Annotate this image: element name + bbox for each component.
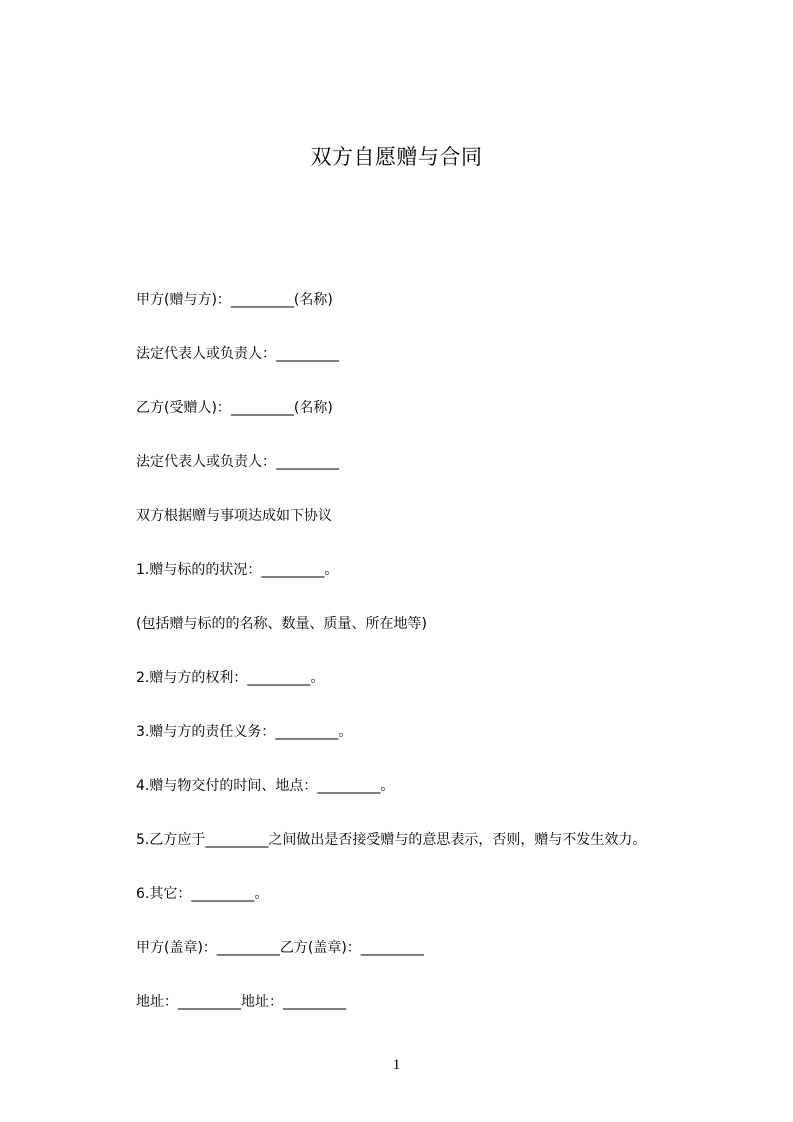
clause-1-note-line: (包括赠与标的的名称、数量、质量、所在地等)	[136, 616, 427, 632]
party-a-representative-line: 法定代表人或负责人：_________	[136, 346, 339, 362]
clause-1-line: 1.赠与标的的状况：_________。	[136, 562, 339, 578]
address-line: 地址：_________地址：_________	[136, 994, 346, 1010]
page-number: 1	[392, 1057, 401, 1073]
clause-3-line: 3.赠与方的责任义务：_________。	[136, 724, 353, 740]
seal-line: 甲方(盖章)：_________乙方(盖章)：_________	[136, 940, 424, 956]
clause-5-line: 5.乙方应于_________之间做出是否接受赠与的意思表示，否则，赠与不发生效力。	[136, 832, 647, 848]
clause-4-line: 4.赠与物交付的时间、地点：_________。	[136, 778, 395, 794]
agreement-intro-line: 双方根据赠与事项达成如下协议	[136, 508, 332, 524]
party-a-line: 甲方(赠与方)：_________(名称)	[136, 292, 333, 308]
clause-6-line: 6.其它：_________。	[136, 886, 269, 902]
contract-body	[136, 290, 736, 1046]
party-b-line: 乙方(受赠人)：_________(名称)	[136, 400, 333, 416]
party-b-representative-line: 法定代表人或负责人：_________	[136, 454, 339, 470]
clause-2-line: 2.赠与方的权利：_________。	[136, 670, 325, 686]
document-title: 双方自愿赠与合同	[310, 145, 483, 169]
